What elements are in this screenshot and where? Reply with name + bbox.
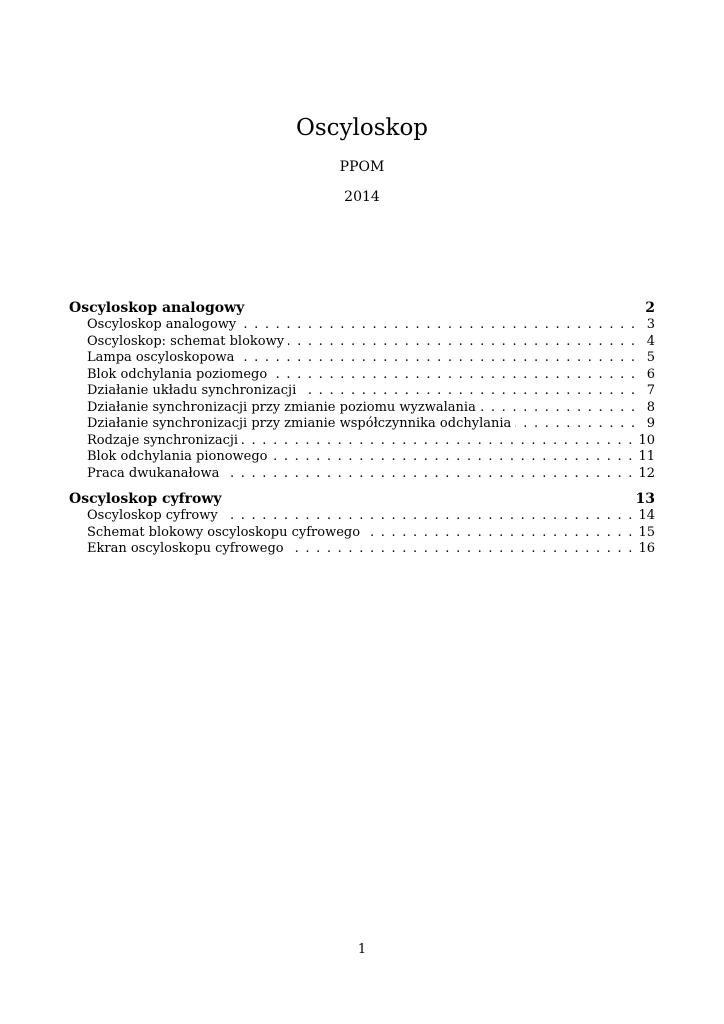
- dot-leader: [242, 433, 632, 450]
- toc-entry[interactable]: [69, 350, 655, 367]
- toc-entry-page: 4: [646, 333, 655, 349]
- page-number: 1: [357, 942, 367, 957]
- toc-entry-title: Działanie synchronizacji przy zmianie współczynnika odchylania: [87, 416, 512, 431]
- toc-section-heading[interactable]: [69, 491, 655, 508]
- toc-entry[interactable]: [69, 383, 655, 400]
- dot-leader: [288, 541, 633, 558]
- toc-entry-page: 11: [638, 449, 655, 464]
- toc-entry-title: Działanie układu synchronizacji: [87, 383, 297, 398]
- toc-section-heading[interactable]: [69, 300, 655, 317]
- toc-entry[interactable]: [69, 449, 655, 466]
- toc-entry[interactable]: [69, 416, 655, 433]
- toc-entry[interactable]: [69, 367, 655, 384]
- toc-entry[interactable]: [69, 541, 655, 558]
- toc-entry[interactable]: [69, 525, 655, 542]
- toc-entry-title: Schemat blokowy oscyloskopu cyfrowego: [87, 524, 361, 540]
- toc-section-page: 13: [635, 491, 655, 507]
- toc-entry[interactable]: [69, 466, 655, 483]
- toc-entry-title: Oscyloskop: schemat blokowy: [87, 333, 285, 349]
- document-date: 2014: [344, 189, 380, 205]
- dot-leader: [222, 508, 633, 525]
- toc-entry-title: Blok odchylania poziomego: [87, 366, 268, 382]
- toc-section-page: 2: [645, 300, 655, 316]
- document-author: PPOM: [339, 159, 385, 175]
- dot-leader: [238, 350, 635, 367]
- toc-entry-title: Oscyloskop cyfrowy: [87, 508, 218, 523]
- toc-entry-list: [69, 317, 655, 482]
- toc-entry-page: 3: [646, 317, 655, 332]
- toc-entry-page: 6: [646, 366, 655, 382]
- toc-entry-page: 16: [638, 541, 655, 556]
- toc-entry-page: 8: [646, 399, 655, 415]
- toc-entry-title: Oscyloskop analogowy: [87, 317, 237, 332]
- toc-entry-title: Lampa oscyloskopowa: [87, 350, 235, 365]
- toc-entry-title: Praca dwukanałowa: [87, 465, 220, 481]
- dot-leader: [272, 449, 633, 466]
- dot-leader: [515, 416, 635, 433]
- toc-entry[interactable]: [69, 334, 655, 351]
- toc-entry-title: Działanie synchronizacji przy zmianie poziomu wyzwalania: [87, 399, 476, 415]
- dot-leader: [288, 334, 635, 351]
- dot-leader: [240, 317, 635, 334]
- toc-section: [69, 300, 655, 482]
- toc-entry[interactable]: [69, 317, 655, 334]
- toc-entry-page: 14: [638, 508, 655, 523]
- toc-entry-list: [69, 508, 655, 558]
- dot-leader: [271, 367, 635, 384]
- toc-entry[interactable]: [69, 400, 655, 417]
- dot-leader: [480, 400, 635, 417]
- toc-entry-page: 9: [646, 416, 655, 431]
- toc-entry-page: 12: [638, 465, 655, 481]
- dot-leader: [364, 525, 632, 542]
- toc-section: [69, 491, 655, 558]
- table-of-contents: [69, 300, 655, 567]
- document-title: Oscyloskop: [295, 115, 429, 141]
- dot-leader: [223, 466, 632, 483]
- toc-section-title: Oscyloskop analogowy: [69, 300, 245, 316]
- toc-entry[interactable]: [69, 508, 655, 525]
- toc-entry-title: Rodzaje synchronizacji: [87, 432, 239, 448]
- toc-entry-title: Blok odchylania pionowego: [87, 449, 268, 464]
- toc-entry-page: 15: [638, 524, 655, 540]
- toc-entry-page: 7: [646, 383, 655, 398]
- toc-entry[interactable]: [69, 433, 655, 450]
- toc-section-title: Oscyloskop cyfrowy: [69, 491, 222, 507]
- dot-leader: [300, 383, 635, 400]
- toc-entry-title: Ekran oscyloskopu cyfrowego: [87, 541, 284, 556]
- toc-entry-page: 5: [646, 350, 655, 365]
- toc-entry-page: 10: [638, 432, 655, 448]
